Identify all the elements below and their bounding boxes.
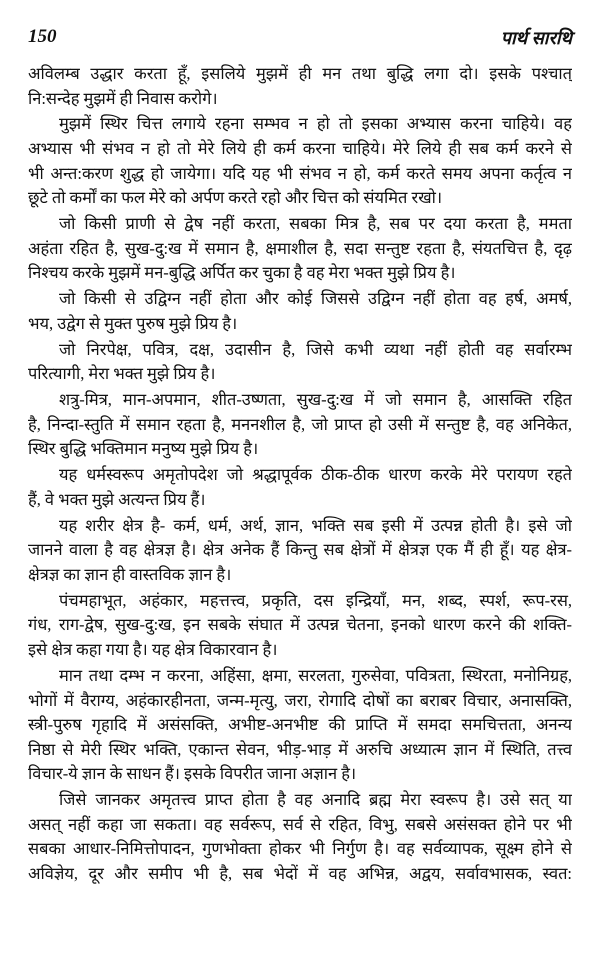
text-line: भोगों में वैराग्य, अहंकारहीनता, जन्म-मृत्यु, जरा, रोगादि दोषों का बराबर विचार, अनासक्ति, [28, 690, 572, 710]
text-line: असत् नहीं कहा जा सकता। वह सर्वरूप, सर्व से रहित, विभु, सबसे असंसक्त होने पर भी [28, 814, 572, 834]
paragraph [28, 788, 572, 886]
paragraph [28, 514, 572, 588]
text-line: गंध, राग-द्वेष, सुख-दु:ख, इन सबके संघात में उत्पन्न चेतना, इनको धारण करने की शक्ति- [28, 615, 572, 635]
paragraph [28, 212, 572, 286]
text-line: अविलम्ब उद्धार करता हूँ, इसलिये मुझमें ही मन तथा बुद्धि लगा दो। इसके पश्चात् [28, 64, 572, 83]
text-line: भी अन्त:करण शुद्ध हो जायेगा। यदि यह भी संभव न हो, कर्म करते समय अपना कर्तृत्व न [28, 163, 572, 183]
text-line: स्थिर बुद्धि भक्तिमान मनुष्य मुझे प्रिय है। [28, 439, 259, 459]
paragraph [28, 463, 572, 512]
text-line: अहंता रहित है, सुख-दु:ख में समान है, क्षमाशील है, सदा सन्तुष्ट रहता है, संयतचित्त है, दृढ़ [28, 238, 572, 258]
text-line: जो निरपेक्ष, पवित्र, दक्ष, उदासीन है, जिसे कभी व्यथा नहीं होती वह सर्वारम्भ [59, 339, 572, 359]
paragraph [28, 388, 572, 462]
paragraph [28, 112, 572, 210]
text-line: परित्यागी, मेरा भक्त मुझे प्रिय है। [28, 364, 216, 384]
text-line: क्षेत्रज्ञ का ज्ञान ही वास्तविक ज्ञान है। [28, 564, 232, 584]
page-header [28, 26, 572, 52]
text-line: हैं, वे भक्त मुझे अत्यन्त प्रिय हैं। [28, 489, 206, 509]
running-title: पार्थ सारथि [500, 28, 572, 48]
text-line: जो किसी प्राणी से द्वेष नहीं करता, सबका मित्र है, सब पर दया करता है, ममता [59, 214, 572, 234]
text-line: नि:सन्देह मुझमें ही निवास करोगे। [28, 88, 218, 108]
text-line: पंचमहाभूत, अहंकार, महत्तत्त्व, प्रकृति, दस इन्द्रियाँ, मन, शब्द, स्पर्श, रूप-रस, [59, 590, 572, 610]
paragraph [28, 338, 572, 387]
page-body [28, 62, 572, 888]
text-line: निष्ठा से मेरी स्थिर भक्ति, एकान्त सेवन, भीड़-भाड़ में अरुचि अध्यात्म ज्ञान में स्थिति, तत्त्व [28, 739, 572, 759]
text-line: अविज्ञेय, दूर और समीप भी है, सब भेदों में वह अभिन्न, अद्वय, सर्वावभासक, स्वत: [28, 863, 572, 883]
text-line: मान तथा दम्भ न करना, अहिंसा, क्षमा, सरलता, गुरुसेवा, पवित्रता, स्थिरता, मनोनिग्रह, [59, 665, 572, 685]
text-line: मुझमें स्थिर चित्त लगाये रहना सम्भव न हो तो इसका अभ्यास करना चाहिये। वह [59, 114, 572, 134]
text-line: यह शरीर क्षेत्र है- कर्म, धर्म, अर्थ, ज्ञान, भक्ति सब इसी में उत्पन्न होती है। इसे जो [59, 515, 572, 535]
text-line: यह धर्मस्वरूप अमृतोपदेश जो श्रद्धापूर्वक ठीक-ठीक धारण करके मेरे परायण रहते [59, 465, 572, 485]
text-line: अभ्यास भी संभव न हो तो मेरे लिये ही कर्म करना चाहिये। मेरे लिये ही सब कर्म करने से [28, 139, 572, 159]
paragraph [28, 664, 572, 787]
text-line: शत्रु-मित्र, मान-अपमान, शीत-उष्णता, सुख-दु:ख में जो समान है, आसक्ति रहित [59, 390, 572, 410]
text-line: सबका आधार-निमित्तोपादन, गुणभोक्ता होकर भी निर्गुण है। वह सर्वव्यापक, सूक्ष्म होने से [28, 839, 572, 859]
text-line: है, निन्दा-स्तुति में समान रहता है, मननशील है, जो प्राप्त हो उसी में सन्तुष्ट है, वह अनिकेत, [28, 414, 572, 434]
paragraph [28, 589, 572, 663]
text-line: जो किसी से उद्विग्न नहीं होता और कोई जिससे उद्विग्न नहीं होता वह हर्ष, अमर्ष, [59, 289, 572, 309]
text-line: स्त्री-पुरुष गृहादि में असंसक्ति, अभीष्ट-अनभीष्ट की प्राप्ति में समदा समचित्तता, अनन्य [28, 715, 572, 735]
text-line: भय, उद्वेग से मुक्त पुरुष मुझे प्रिय है। [28, 313, 238, 333]
text-line: निश्चय करके मुझमें मन-बुद्धि अर्पित कर चुका है वह मेरा भक्त मुझे प्रिय है। [28, 263, 456, 283]
text-line: विचार-ये ज्ञान के साधन हैं। इसके विपरीत जाना अज्ञान है। [28, 764, 357, 784]
text-line: जानने वाला है वह क्षेत्रज्ञ है। क्षेत्र अनेक हैं किन्तु सब क्षेत्रों में क्षेत्रज्ञ एक मैं ही हूँ। यह क्षेत्र- [28, 540, 572, 560]
text-line: छूटे तो कर्मों का फल मेरे को अर्पण करते रहो और चित्त को संयमित रखो। [28, 188, 443, 208]
paragraph [28, 62, 572, 111]
text-line: इसे क्षेत्र कहा गया है। यह क्षेत्र विकारवान है। [28, 640, 278, 660]
page-number: 150 [28, 26, 57, 47]
paragraph [28, 287, 572, 336]
text-line: जिसे जानकर अमृतत्त्व प्राप्त होता है वह अनादि ब्रह्म मेरा स्वरूप है। उसे सत् या [59, 790, 572, 810]
